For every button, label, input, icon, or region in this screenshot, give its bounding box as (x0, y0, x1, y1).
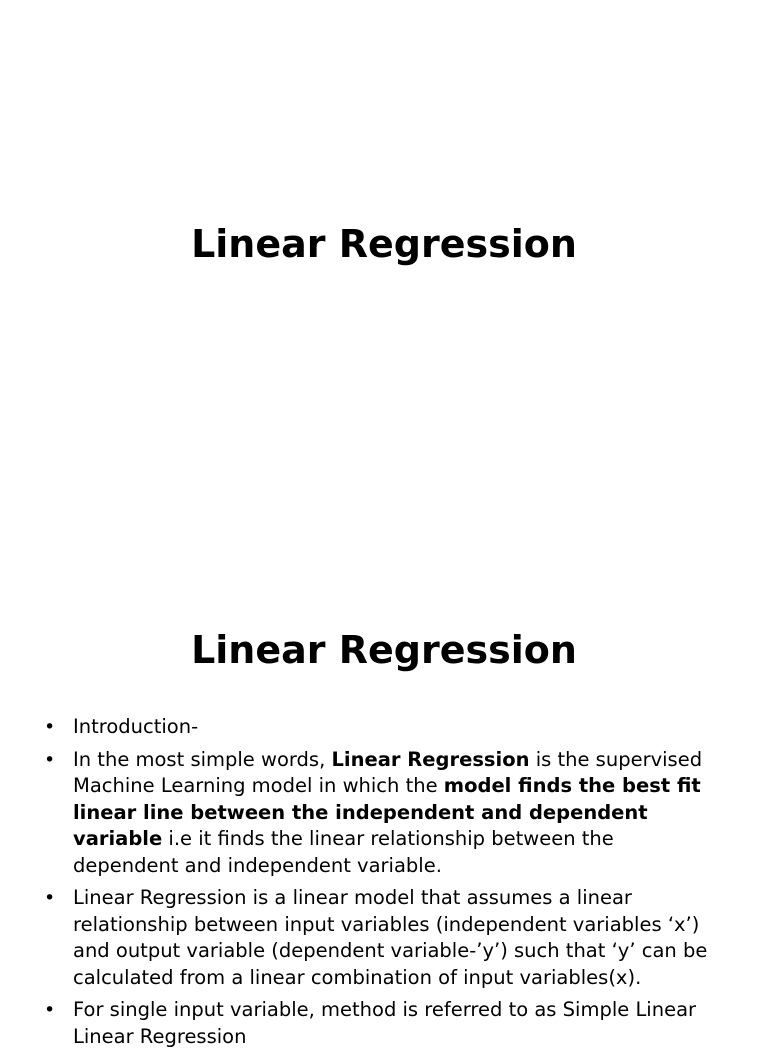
bullet-dot-icon: • (44, 748, 56, 771)
bullet-item (44, 714, 724, 741)
bullet-text: Introduction- (73, 715, 199, 738)
bullet-dot-icon: • (44, 999, 56, 1021)
bullet-dot-icon: • (44, 716, 56, 738)
bullet-text: For single input variable, method is referred to as Simple Linear Linear Regression (73, 998, 697, 1048)
slide-title: Linear Regression (191, 628, 577, 672)
bullet-text-bold: model finds the best fit linear line between the independent and dependent variable (73, 774, 701, 850)
bullet-item (44, 885, 724, 991)
bullet-text: is the supervised Machine Learning model in which the (73, 747, 703, 797)
bullet-item (44, 997, 724, 1050)
bullet-text: i.e it finds the linear relationship between the dependent and independent variable. (73, 827, 614, 877)
slide-title: Linear Regression (191, 222, 577, 266)
bullet-text-bold: Linear Regression (331, 747, 530, 771)
bullet-text: Linear Regression is a linear model that assumes a linear relationship between input variables (independent variables ‘x’) and output variable (dependent variable-’y’) such that ‘y’ can be calculated from a linear combination of input variables(x). (73, 886, 708, 989)
bullet-list (44, 714, 724, 1056)
bullet-dot-icon: • (44, 887, 56, 909)
content-slide (0, 576, 768, 1048)
bullet-item (44, 747, 724, 880)
bullet-text: In the most simple words, (73, 747, 332, 771)
